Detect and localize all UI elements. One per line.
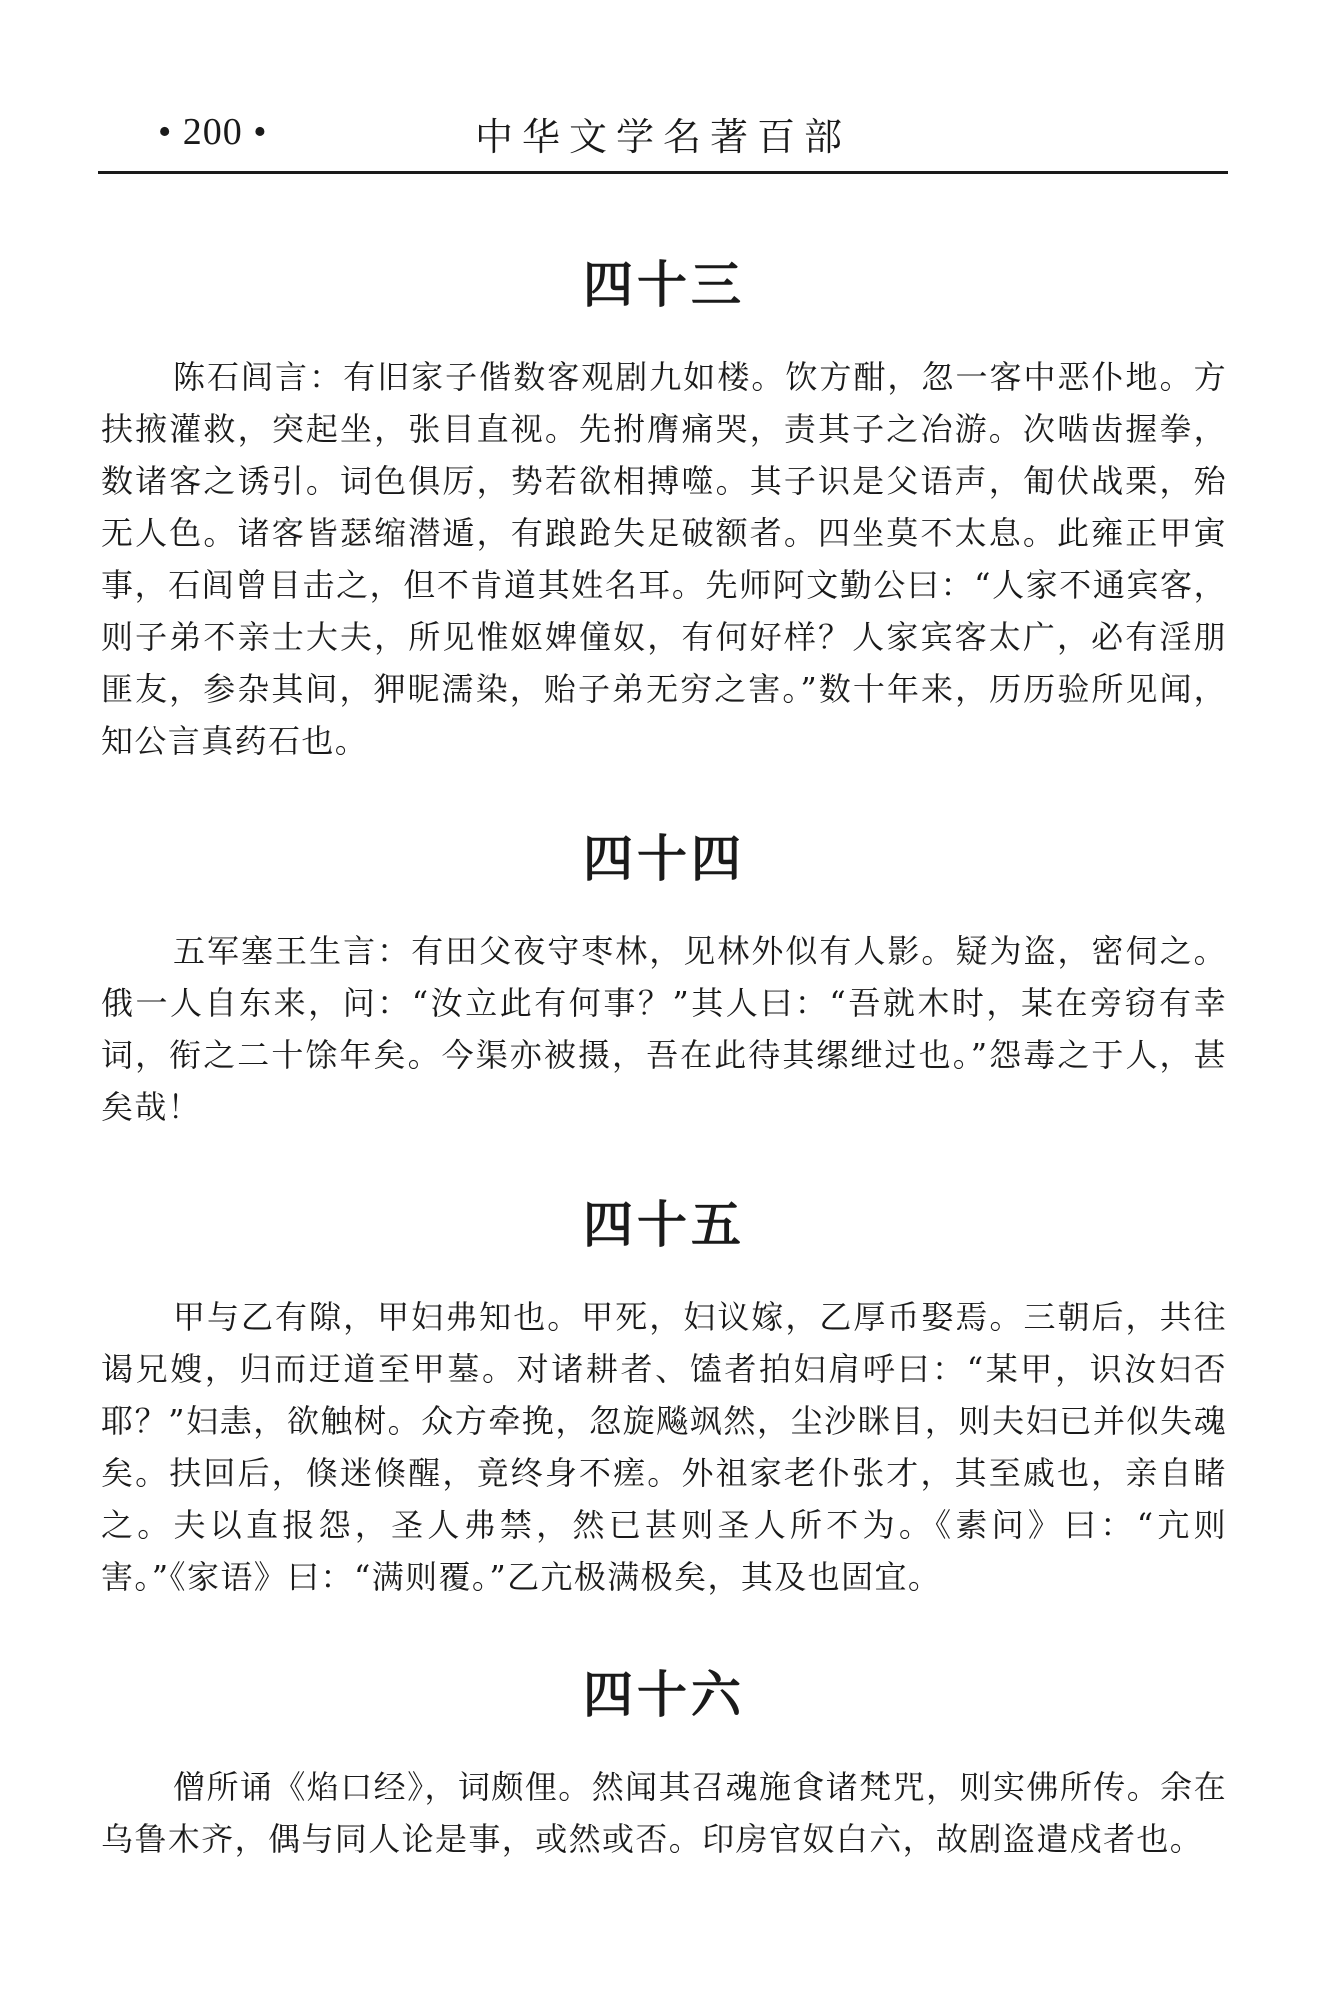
page-number: • 200 • — [158, 111, 268, 153]
section-heading: 四十五 — [583, 1196, 745, 1254]
section-43 — [101, 255, 1227, 767]
section-heading: 四十三 — [583, 256, 745, 314]
section-body: 僧所诵《焰口经》，词颇俚。然闻其召魂施食诸梵咒，则实佛所传。余在乌鲁木齐，偶与同人论是事，或然或否。印房官奴白六，故剧盗遣戍者也。 — [101, 1768, 1227, 1858]
section-45 — [101, 1195, 1227, 1603]
header-rule — [98, 171, 1228, 174]
section-heading: 四十六 — [583, 1666, 745, 1724]
sections — [101, 255, 1227, 1865]
section-body: 陈石闾言：有旧家子偕数客观剧九如楼。饮方酣，忽一客中恶仆地。方扶掖灌救，突起坐，张目直视。先拊膺痛哭，责其子之冶游。次啮齿握拳，数诸客之诱引。词色俱厉，势若欲相搏噬。其子识是父语声，匍伏战栗，殆无人色。诸客皆瑟缩潜遁，有踉跄失足破额者。四坐莫不太息。此雍正甲寅事，石闾曾目击之，但不肯道其姓名耳。先师阿文勤公曰：“人家不通宾客，则子弟不亲士大夫，所见惟妪婢僮奴，有何好样？人家宾客太广，必有淫朋匪友，参杂其间，狎昵濡染，贻子弟无穷之害。”数十年来，历历验所见闻，知公言真药石也。 — [101, 358, 1227, 760]
section-46 — [101, 1665, 1227, 1865]
section-heading: 四十四 — [583, 830, 745, 888]
book-title: 中华文学名著百部 — [474, 115, 851, 159]
section-44 — [101, 829, 1227, 1133]
section-body: 甲与乙有隙，甲妇弗知也。甲死，妇议嫁，乙厚币娶焉。三朝后，共往谒兄嫂，归而迂道至甲墓。对诸耕者、馌者拍妇肩呼曰：“某甲，识汝妇否耶？”妇恚，欲触树。众方牵挽，忽旋飚飒然，尘沙眯目，则夫妇已并似失魂矣。扶回后，倏迷倏醒，竟终身不瘥。外祖家老仆张才，其至戚也，亲自睹之。夫以直报怨，圣人弗禁，然已甚则圣人所不为。《素问》曰：“亢则害。”《家语》曰：“满则覆。”乙亢极满极矣，其及也固宜。 — [101, 1298, 1227, 1596]
running-head — [98, 100, 1228, 170]
section-body: 五军塞王生言：有田父夜守枣林，见林外似有人影。疑为盗，密伺之。俄一人自东来，问：“汝立此有何事？”其人曰：“吾就木时，某在旁窃有幸词，衔之二十馀年矣。今渠亦被摄，吾在此待其缧绁过也。”怨毒之于人，甚矣哉！ — [101, 932, 1227, 1126]
